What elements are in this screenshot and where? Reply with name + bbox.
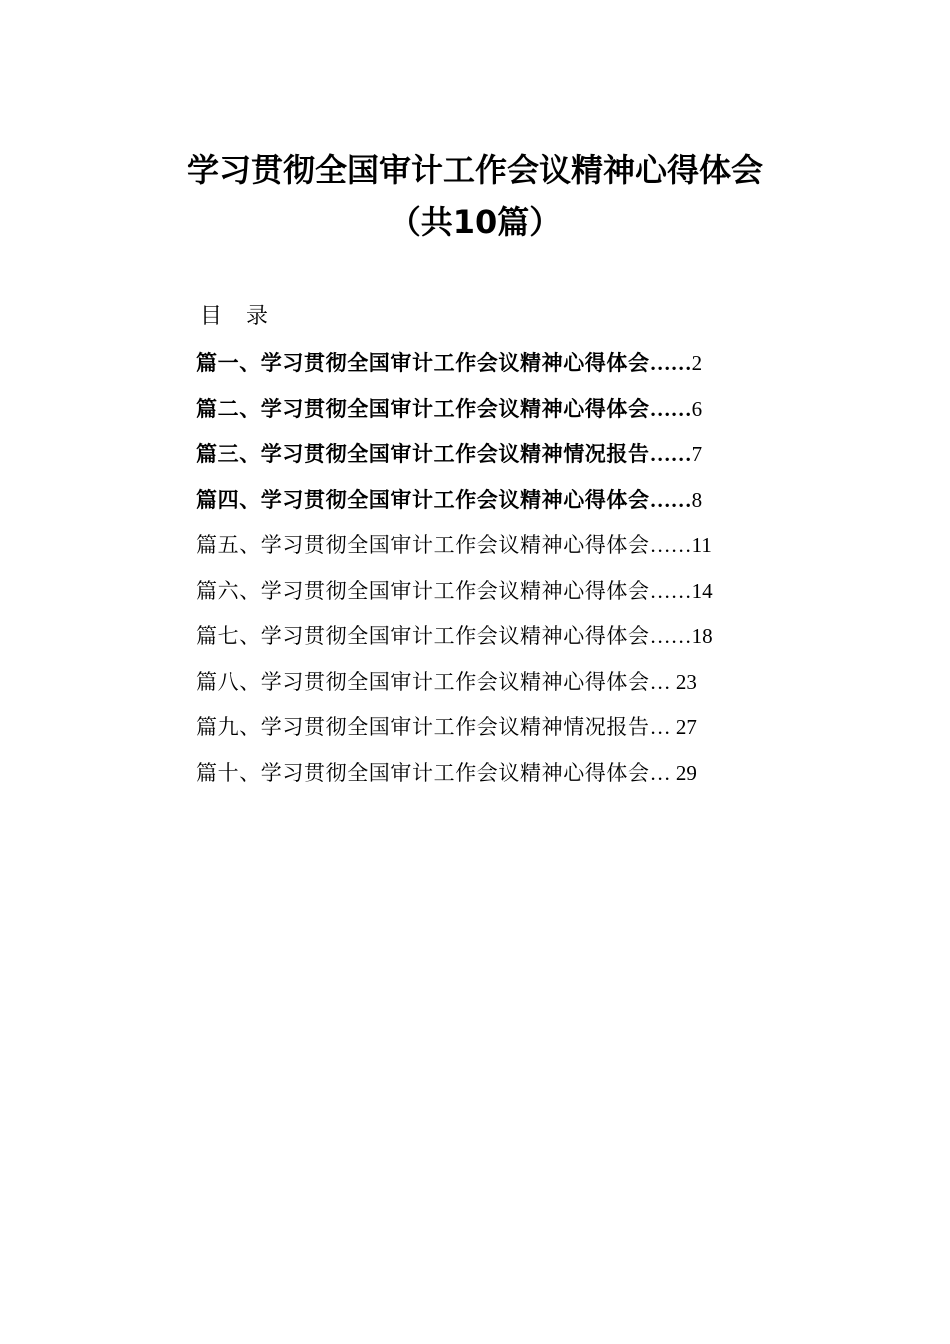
toc-item[interactable]	[196, 621, 713, 651]
toc-item-page: 14	[691, 578, 713, 603]
toc-item-title: 篇六、学习贯彻全国审计工作会议精神心得体会	[196, 578, 650, 603]
toc-item-title: 篇三、学习贯彻全国审计工作会议精神情况报告	[196, 442, 650, 466]
toc-item-leader: ……	[649, 533, 692, 557]
toc-item-title: 篇十、学习贯彻全国审计工作会议精神心得体会	[196, 760, 650, 785]
toc-item-page: 29	[675, 760, 697, 785]
toc-item[interactable]	[196, 485, 713, 515]
toc-item-leader: ……	[649, 351, 692, 375]
toc-item-page: 7	[691, 442, 703, 466]
toc-item[interactable]	[196, 348, 713, 378]
toc-item-title: 篇七、学习贯彻全国审计工作会议精神心得体会	[196, 624, 650, 648]
toc-item-leader: …	[649, 669, 676, 694]
toc-item-page: 2	[691, 351, 703, 375]
toc-item-leader: ……	[649, 442, 692, 466]
toc-item-title: 篇九、学习贯彻全国审计工作会议精神情况报告	[196, 715, 650, 739]
toc-item-title: 篇二、学习贯彻全国审计工作会议精神心得体会	[196, 396, 650, 421]
toc-item-leader: ……	[649, 487, 692, 512]
document-title: 学习贯彻全国审计工作会议精神心得体会	[186, 151, 763, 189]
toc-item-leader: …	[649, 715, 676, 739]
toc-item-title: 篇四、学习贯彻全国审计工作会议精神心得体会	[196, 487, 650, 512]
document-subtitle: （共10篇）	[388, 203, 562, 241]
toc-item[interactable]	[196, 758, 713, 788]
toc-item-page: 23	[675, 669, 697, 694]
toc-item-page: 6	[691, 396, 703, 421]
toc-item[interactable]	[196, 712, 713, 742]
toc-item-leader: ……	[649, 624, 692, 648]
toc-item-title: 篇一、学习贯彻全国审计工作会议精神心得体会	[196, 351, 650, 375]
toc-item[interactable]	[196, 439, 713, 469]
toc-list	[196, 348, 713, 803]
toc-item-title: 篇五、学习贯彻全国审计工作会议精神心得体会	[196, 533, 650, 557]
toc-item-page: 11	[691, 533, 712, 557]
toc-item-page: 18	[691, 624, 713, 648]
toc-item[interactable]	[196, 576, 713, 606]
toc-item-leader: ……	[649, 578, 692, 603]
toc-item-page: 8	[691, 487, 703, 512]
toc-item-leader: ……	[649, 396, 692, 421]
toc-heading: 目录	[200, 304, 293, 329]
toc-item-page: 27	[675, 715, 697, 739]
toc-item[interactable]	[196, 667, 713, 697]
toc-item-title: 篇八、学习贯彻全国审计工作会议精神心得体会	[196, 669, 650, 694]
toc-item-leader: …	[649, 760, 676, 785]
toc-item[interactable]	[196, 394, 713, 424]
toc-item[interactable]	[196, 530, 713, 560]
